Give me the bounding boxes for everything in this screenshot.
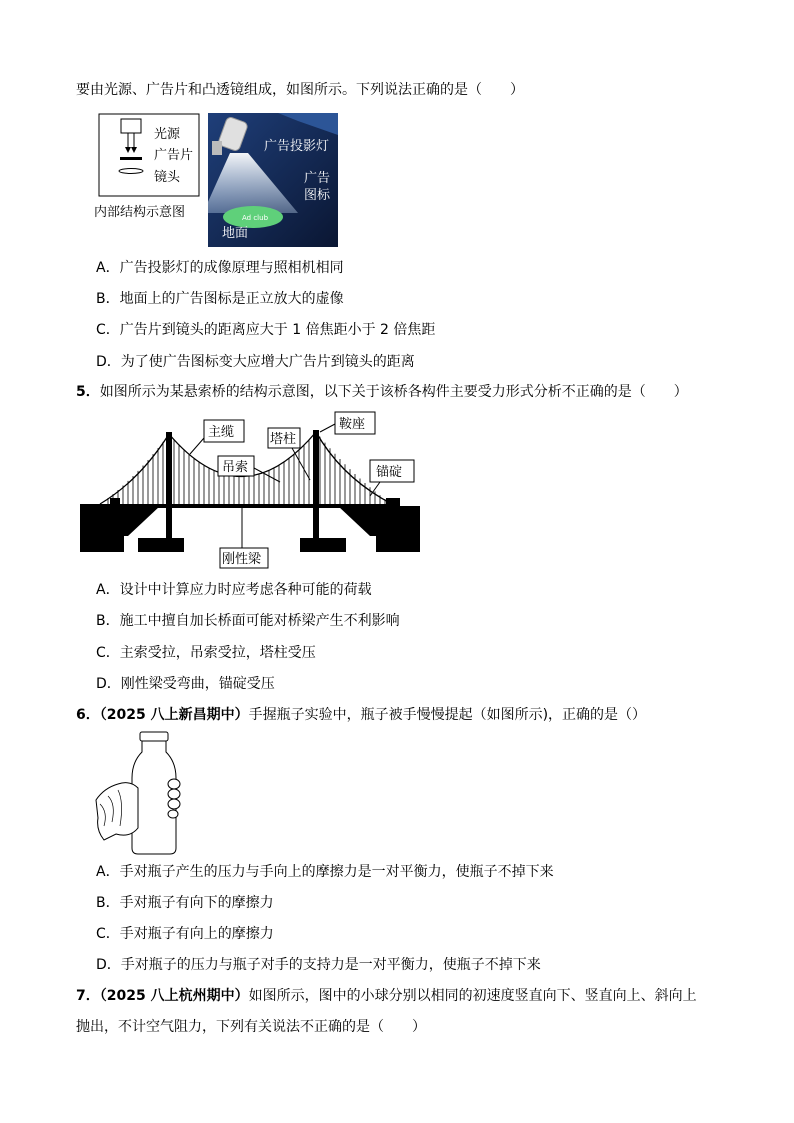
label-ground: 地面 <box>222 226 249 241</box>
label-icon-2: 图标 <box>304 188 331 203</box>
rigid-girder <box>100 504 400 508</box>
q5-number: 5． <box>76 384 100 400</box>
q5-option-b: B．施工中擅自加长桥面可能对桥梁产生不利影响 <box>96 613 400 629</box>
tower-right <box>313 430 319 538</box>
q6-option-a: A．手对瓶子产生的压力与手向上的摩擦力是一对平衡力，使瓶子不掉下来 <box>96 864 554 880</box>
tower-left <box>166 432 172 538</box>
q6-stem-line <box>76 705 646 725</box>
q6-option-b: B．手对瓶子有向下的摩擦力 <box>96 895 274 911</box>
film <box>120 157 142 160</box>
q4-stem: 要由光源、广告片和凸透镜组成，如图所示。下列说法正确的是（ ） <box>76 82 524 98</box>
q7-stem-line-2: 抛出，不计空气阻力，下列有关说法不正确的是（ ） <box>76 1019 426 1035</box>
q6-number: 6． <box>76 707 100 723</box>
label-film: 广告片 <box>154 148 194 163</box>
q6-source: （2025 八上新昌期中） <box>99 707 249 723</box>
lens <box>119 169 143 174</box>
light-source-box <box>121 119 141 133</box>
q5-bridge-diagram <box>80 410 420 570</box>
bottle-cap <box>140 732 168 741</box>
label-saddle: 鞍座 <box>339 417 366 432</box>
q4-projector-photo <box>208 113 338 247</box>
q6-stem: 手握瓶子实验中，瓶子被手慢慢提起（如图所示)，正确的是（） <box>248 707 647 723</box>
q4-structure-diagram <box>94 110 206 222</box>
q4-option-b: B．地面上的广告图标是正立放大的虚像 <box>96 291 344 307</box>
svg-text:Ad club: Ad club <box>242 214 269 222</box>
q5-stem-line <box>76 382 688 402</box>
label-main-cable: 主缆 <box>208 425 235 440</box>
q5-stem: 如图所示为某悬索桥的结构示意图，以下关于该桥各构件主要受力形式分析不正确的是（ ） <box>99 384 688 400</box>
q7-stem-line-1 <box>76 986 697 1006</box>
label-lens: 镜头 <box>154 170 181 185</box>
q5-option-a: A．设计中计算应力时应考虑各种可能的荷载 <box>96 582 372 598</box>
diagram-caption: 内部结构示意图 <box>94 205 186 220</box>
q4-option-c: C．广告片到镜头的距离应大于 1 倍焦距小于 2 倍焦距 <box>96 322 436 338</box>
q7-number: 7． <box>76 988 100 1004</box>
label-projector: 广告投影灯 <box>264 139 330 154</box>
label-anchor: 锚碇 <box>376 465 403 480</box>
q6-bottle-hand-figure <box>94 730 194 856</box>
q5-option-d: D．刚性梁受弯曲，锚碇受压 <box>96 676 275 692</box>
label-hanger: 吊索 <box>222 460 249 475</box>
label-tower: 塔柱 <box>270 432 297 447</box>
label-icon-1: 广告 <box>304 171 331 186</box>
right-abutment <box>338 506 420 536</box>
q7-stem-1: 如图所示，图中的小球分别以相同的初速度竖直向下、竖直向上、斜向上 <box>248 988 697 1004</box>
side-cable-left <box>100 434 169 504</box>
label-girder: 刚性梁 <box>222 552 262 567</box>
q4-option-a: A．广告投影灯的成像原理与照相机相同 <box>96 260 344 276</box>
q6-option-d: D．手对瓶子的压力与瓶子对手的支持力是一对平衡力，使瓶子不掉下来 <box>96 957 541 973</box>
label-light-source: 光源 <box>154 127 181 142</box>
q4-option-d: D．为了使广告图标变大应增大广告片到镜头的距离 <box>96 354 415 370</box>
q5-option-c: C．主索受拉，吊索受拉，塔柱受压 <box>96 645 316 661</box>
hand <box>96 783 138 840</box>
q7-source: （2025 八上杭州期中） <box>99 988 249 1004</box>
q6-option-c: C．手对瓶子有向上的摩擦力 <box>96 926 274 942</box>
